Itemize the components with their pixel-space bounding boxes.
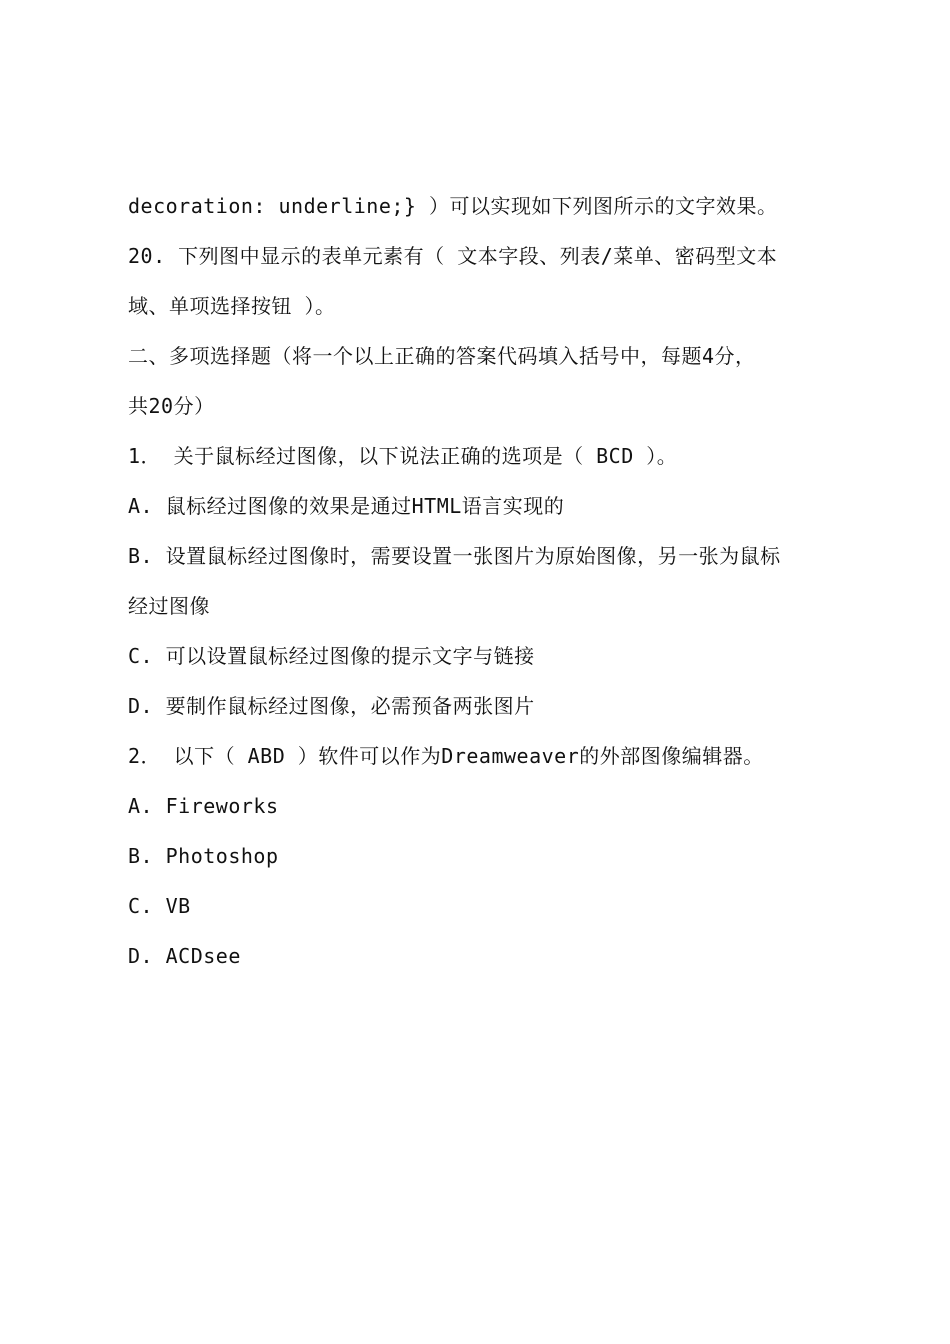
question-2: 2． 以下（ ABD ）软件可以作为Dreamweaver的外部图像编辑器。: [128, 744, 764, 768]
question-1-option-a: A. 鼠标经过图像的效果是通过HTML语言实现的: [128, 494, 565, 518]
question-20-line-2: 域、单项选择按钮 ）。: [128, 294, 336, 318]
document-body: [128, 188, 838, 988]
question-1-option-b-line-1: B. 设置鼠标经过图像时，需要设置一张图片为原始图像，另一张为鼠标: [128, 544, 781, 568]
question-1-option-b-line-2: 经过图像: [128, 594, 210, 618]
question-2-option-a: A. Fireworks: [128, 794, 279, 818]
section-heading-line-2: 共20分）: [128, 394, 215, 418]
question-2-option-b: B. Photoshop: [128, 844, 279, 868]
question-2-option-d: D. ACDsee: [128, 944, 241, 968]
question-1: 1． 关于鼠标经过图像，以下说法正确的选项是（ BCD ）。: [128, 444, 678, 468]
question-1-option-d: D. 要制作鼠标经过图像，必需预备两张图片: [128, 694, 535, 718]
section-heading-line-1: 二、多项选择题（将一个以上正确的答案代码填入括号中，每题4分，: [128, 344, 756, 368]
question-2-option-c: C. VB: [128, 894, 191, 918]
question-20-line-1: 20. 下列图中显示的表单元素有（ 文本字段、列表/菜单、密码型文本: [128, 244, 778, 268]
text-line-decoration: decoration: underline;} ）可以实现如下列图所示的文字效果。: [128, 194, 778, 218]
question-1-option-c: C. 可以设置鼠标经过图像的提示文字与链接: [128, 644, 535, 668]
